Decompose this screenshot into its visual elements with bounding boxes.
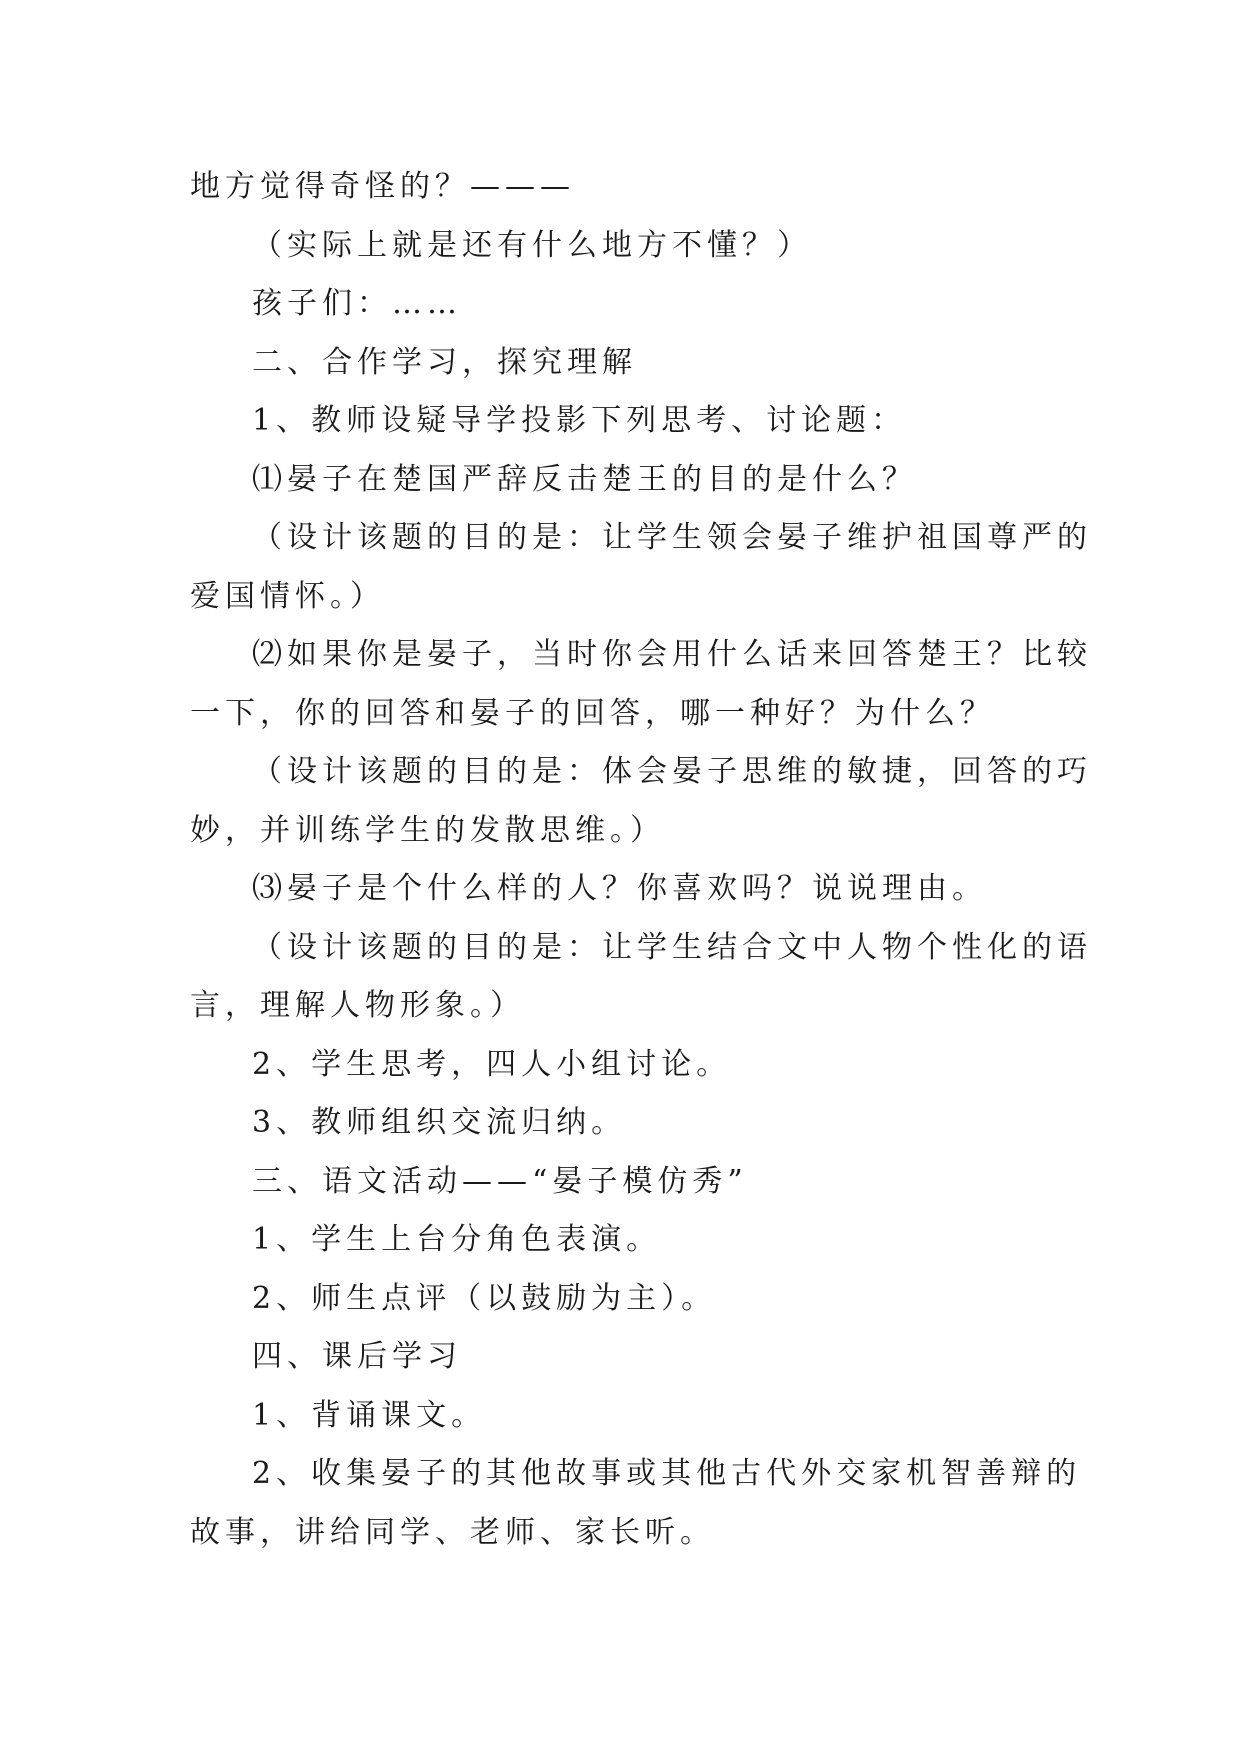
text-line: 孩子们：…… (252, 286, 462, 321)
text-line: 1、学生上台分角色表演。 (252, 1222, 662, 1257)
question-item: ⑵如果你是晏子，当时你会用什么话来回答楚王？比较 (252, 637, 1092, 672)
section-heading: 二、合作学习，探究理解 (252, 344, 637, 380)
text-line: 一下，你的回答和晏子的回答，哪一种好？为什么？ (190, 695, 995, 731)
text-line: 3、教师组织交流归纳。 (252, 1105, 627, 1140)
text-line: 2、学生思考，四人小组讨论。 (252, 1046, 732, 1082)
text-line: 1、教师设疑导学投影下列思考、讨论题： (252, 403, 907, 438)
text-line: 2、收集晏子的其他故事或其他古代外交家机智善辩的 (252, 1456, 1082, 1491)
text-line: 故事，讲给同学、老师、家长听。 (190, 1514, 715, 1550)
text-line: （设计该题的目的是：让学生领会晏子维护祖国尊严的 (252, 520, 1092, 555)
section-heading: 三、语文活动——“晏子模仿秀” (252, 1163, 748, 1199)
text-line: 2、师生点评（以鼓励为主）。 (252, 1280, 717, 1316)
question-item: ⑴晏子在楚国严辞反击楚王的目的是什么？ (252, 461, 917, 497)
text-line: 爱国情怀。） (190, 578, 385, 614)
section-heading: 四、课后学习 (252, 1339, 462, 1374)
text-line: （实际上就是还有什么地方不懂？） (252, 227, 812, 263)
question-item: ⑶晏子是个什么样的人？你喜欢吗？说说理由。 (252, 871, 987, 906)
text-line: 言，理解人物形象。） (190, 988, 525, 1023)
text-line: 妙，并训练学生的发散思维。） (190, 812, 665, 848)
text-line: 1、背诵课文。 (252, 1397, 487, 1433)
text-line: （设计该题的目的是：让学生结合文中人物个性化的语 (252, 929, 1092, 965)
document-body (190, 158, 1092, 1562)
text-line: （设计该题的目的是：体会晏子思维的敏捷，回答的巧 (252, 754, 1092, 789)
text-line: 地方觉得奇怪的？——— (190, 169, 575, 204)
